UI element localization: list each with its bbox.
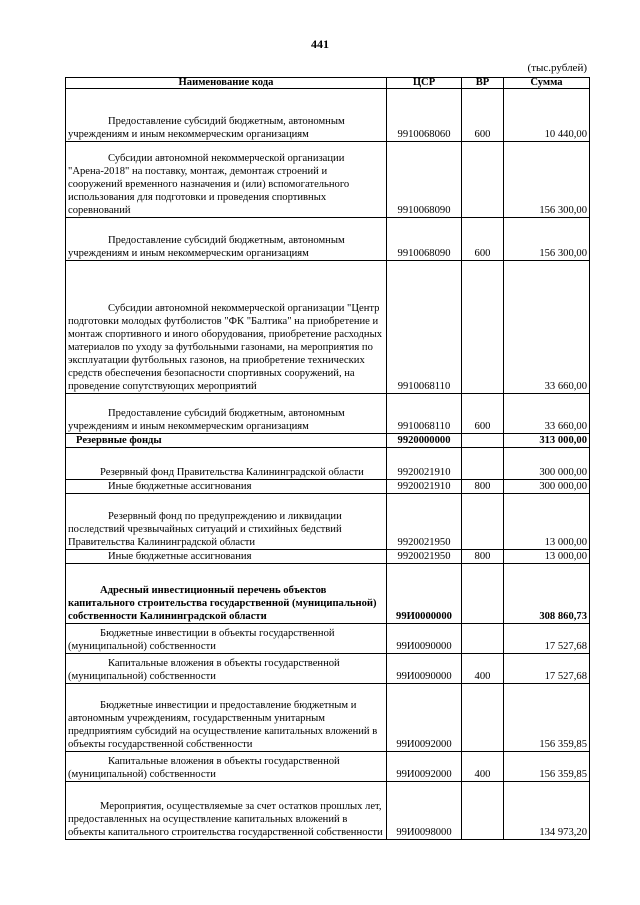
table-header-row xyxy=(66,78,590,89)
row-sum: 313 000,00 xyxy=(504,434,590,448)
row-name: Капитальные вложения в объекты государственной (муниципальной) собственности xyxy=(66,752,387,782)
row-name: Предоставление субсидий бюджетным, автономным учреждениям и иным некоммерческим организациям xyxy=(66,218,387,261)
row-vr: 600 xyxy=(462,218,504,261)
budget-table xyxy=(65,77,590,840)
table-row xyxy=(66,782,590,840)
row-sum: 156 359,85 xyxy=(504,684,590,752)
row-sum: 156 359,85 xyxy=(504,752,590,782)
row-csr: 99И0090000 xyxy=(387,624,462,654)
table-row xyxy=(66,564,590,624)
row-vr: 800 xyxy=(462,550,504,564)
row-name: Иные бюджетные ассигнования xyxy=(66,550,387,564)
row-sum: 17 527,68 xyxy=(504,624,590,654)
row-vr xyxy=(462,448,504,480)
row-csr: 9910068060 xyxy=(387,89,462,142)
row-vr xyxy=(462,494,504,550)
row-csr: 9920000000 xyxy=(387,434,462,448)
row-vr xyxy=(462,684,504,752)
table-row xyxy=(66,480,590,494)
row-sum: 17 527,68 xyxy=(504,654,590,684)
row-csr: 9920021950 xyxy=(387,494,462,550)
page-number: 441 xyxy=(311,37,329,51)
row-sum: 300 000,00 xyxy=(504,480,590,494)
row-csr: 9910068090 xyxy=(387,218,462,261)
row-vr xyxy=(462,782,504,840)
row-sum: 156 300,00 xyxy=(504,218,590,261)
row-vr: 400 xyxy=(462,752,504,782)
row-sum: 300 000,00 xyxy=(504,448,590,480)
row-sum: 308 860,73 xyxy=(504,564,590,624)
row-name: Резервные фонды xyxy=(66,434,387,448)
table-row xyxy=(66,394,590,434)
row-csr: 9920021910 xyxy=(387,448,462,480)
row-sum: 134 973,20 xyxy=(504,782,590,840)
row-vr: 600 xyxy=(462,394,504,434)
row-sum: 33 660,00 xyxy=(504,261,590,394)
row-name: Предоставление субсидий бюджетным, автономным учреждениям и иным некоммерческим организациям xyxy=(66,394,387,434)
header-csr: ЦСР xyxy=(387,78,462,89)
row-csr: 99И0092000 xyxy=(387,684,462,752)
row-vr xyxy=(462,564,504,624)
table-row xyxy=(66,684,590,752)
table-row xyxy=(66,261,590,394)
row-name: Предоставление субсидий бюджетным, автономным учреждениям и иным некоммерческим организациям xyxy=(66,89,387,142)
row-vr: 800 xyxy=(462,480,504,494)
row-name: Резервный фонд Правительства Калининградской области xyxy=(66,448,387,480)
header-vr: ВР xyxy=(462,78,504,89)
row-sum: 13 000,00 xyxy=(504,494,590,550)
row-vr xyxy=(462,434,504,448)
row-name: Адресный инвестиционный перечень объектов капитального строительства государственной (муниципальной) собственности Калининградской области xyxy=(66,564,387,624)
row-name: Иные бюджетные ассигнования xyxy=(66,480,387,494)
row-name: Мероприятия, осуществляемые за счет остатков прошлых лет, предоставленных на осуществление капитальных вложений в объекты капитального строительства государственной собственности xyxy=(66,782,387,840)
row-name: Субсидии автономной некоммерческой организации "Центр подготовки молодых футболистов "ФК "Балтика" на приобретение и монтаж спортивного и иного оборудования, приобретение расходных материалов по уходу за футбольными газонами, на мероприятия по эксплуатации футбольных газонов, на приобретение технических средств обеспечения безопасности спортивных сооружений, на проведение сопутствующих мероприятий xyxy=(66,261,387,394)
row-vr xyxy=(462,624,504,654)
table-row xyxy=(66,218,590,261)
table-row xyxy=(66,624,590,654)
table-row xyxy=(66,752,590,782)
row-csr: 9910068110 xyxy=(387,261,462,394)
row-csr: 9920021910 xyxy=(387,480,462,494)
table-row xyxy=(66,89,590,142)
header-sum: Сумма xyxy=(504,78,590,89)
table-row xyxy=(66,654,590,684)
table-row xyxy=(66,434,590,448)
row-vr xyxy=(462,261,504,394)
table-row xyxy=(66,448,590,480)
row-csr: 99И0092000 xyxy=(387,752,462,782)
row-csr: 9910068090 xyxy=(387,142,462,218)
row-vr: 600 xyxy=(462,89,504,142)
units-label: (тыс.рублей) xyxy=(527,62,587,74)
row-sum: 13 000,00 xyxy=(504,550,590,564)
row-sum: 10 440,00 xyxy=(504,89,590,142)
row-sum: 33 660,00 xyxy=(504,394,590,434)
table-row xyxy=(66,494,590,550)
row-csr: 9910068110 xyxy=(387,394,462,434)
row-name: Капитальные вложения в объекты государственной (муниципальной) собственности xyxy=(66,654,387,684)
row-csr: 99И0090000 xyxy=(387,654,462,684)
row-name: Субсидии автономной некоммерческой организации "Арена-2018" на поставку, монтаж, демонтаж строений и сооружений временного назначения и (или) вспомогательного использования для подготовки и проведения спортивных соревнований xyxy=(66,142,387,218)
table-row xyxy=(66,550,590,564)
row-name: Бюджетные инвестиции в объекты государственной (муниципальной) собственности xyxy=(66,624,387,654)
row-name: Бюджетные инвестиции и предоставление бюджетным и автономным учреждениям, государственным унитарным предприятиям субсидий на осуществление капитальных вложений в объекты государственной собственности xyxy=(66,684,387,752)
table-row xyxy=(66,142,590,218)
row-csr: 99И0098000 xyxy=(387,782,462,840)
row-csr: 99И0000000 xyxy=(387,564,462,624)
header-name: Наименование кода xyxy=(66,78,387,89)
row-vr: 400 xyxy=(462,654,504,684)
row-csr: 9920021950 xyxy=(387,550,462,564)
row-name: Резервный фонд по предупреждению и ликвидации последствий чрезвычайных ситуаций и стихийных бедствий Правительства Калининградской области xyxy=(66,494,387,550)
row-sum: 156 300,00 xyxy=(504,142,590,218)
row-vr xyxy=(462,142,504,218)
